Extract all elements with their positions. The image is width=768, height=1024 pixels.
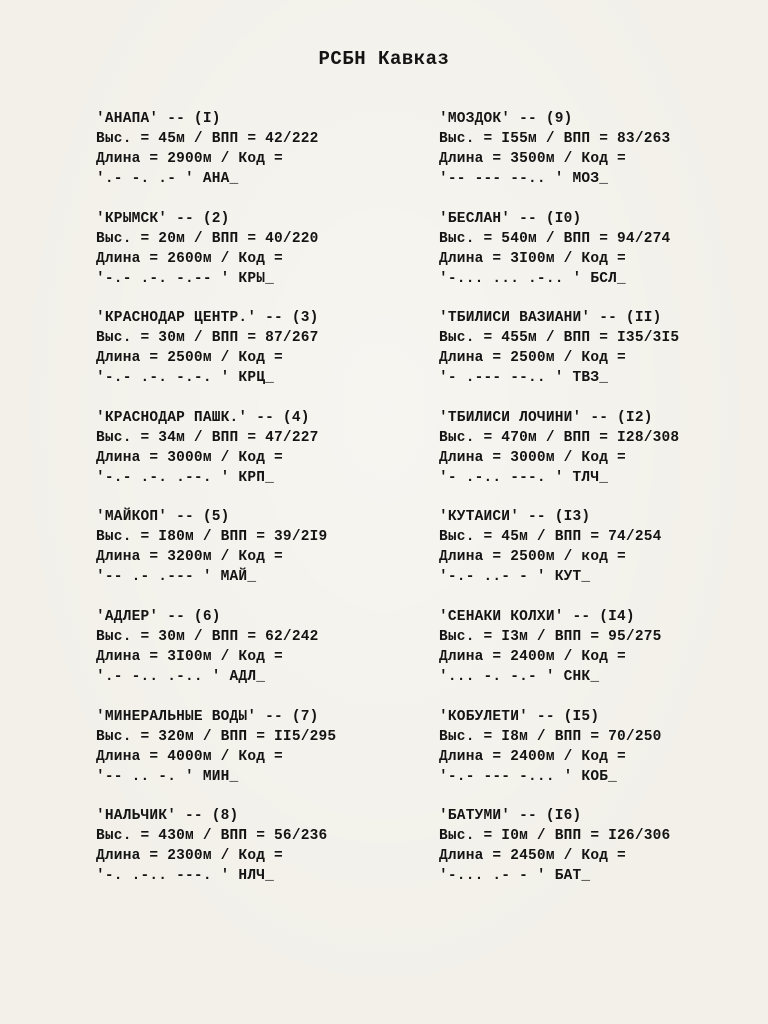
station-entry: [96, 209, 426, 309]
station-altitude-runway: Выс. = 30м / ВПП = 62/242: [96, 628, 319, 645]
station-altitude-runway: Выс. = 320м / ВПП = II5/295: [96, 728, 337, 745]
station-length-code: Длина = 3000м / Код =: [439, 449, 626, 466]
station-length-code: Длина = 2400м / Код =: [439, 748, 626, 765]
station-header: 'БАТУМИ' -- (I6): [439, 808, 582, 825]
station-morse: '-.- .-. .--. ' КРП_: [96, 469, 275, 486]
station-length-code: Длина = 2600м / Код =: [96, 250, 283, 267]
station-altitude-runway: Выс. = I55м / ВПП = 83/263: [439, 131, 671, 147]
station-header: 'АНАПА' -- (I): [96, 111, 221, 127]
station-entry: [96, 408, 426, 508]
station-altitude-runway: Выс. = 540м / ВПП = 94/274: [439, 230, 671, 247]
station-entry: [439, 806, 768, 906]
station-morse: '- .-.. ---. ' ТЛЧ_: [439, 469, 609, 486]
station-morse: '-- .- .--- ' МАЙ_: [96, 569, 257, 586]
station-morse: '-. .-.. ---. ' НЛЧ_: [96, 868, 275, 885]
station-length-code: Длина = 2450м / Код =: [439, 848, 626, 865]
station-morse: '-... ... .-.. ' БСЛ_: [439, 270, 626, 287]
station-length-code: Длина = 2500м / код =: [439, 549, 626, 566]
station-entry: [96, 308, 426, 408]
station-altitude-runway: Выс. = 455м / ВПП = I35/3I5: [439, 330, 680, 347]
station-entry: [96, 507, 426, 607]
station-entry: [96, 806, 426, 906]
station-entry: [96, 707, 426, 807]
station-length-code: Длина = 3I00м / Код =: [439, 250, 626, 267]
station-altitude-runway: Выс. = 34м / ВПП = 47/227: [96, 429, 319, 446]
station-entry: [96, 109, 426, 209]
station-morse: '.- -.. .-.. ' АДЛ_: [96, 668, 266, 685]
station-altitude-runway: Выс. = 30м / ВПП = 87/267: [96, 330, 319, 347]
station-header: 'МОЗДОК' -- (9): [439, 111, 573, 127]
station-header: 'КУТАИСИ' -- (I3): [439, 509, 591, 526]
station-length-code: Длина = 3200м / Код =: [96, 549, 283, 566]
station-entry: [439, 109, 768, 209]
station-morse: '-... .- - ' БАТ_: [439, 868, 591, 885]
station-header: 'ТБИЛИСИ ВАЗИАНИ' -- (II): [439, 310, 662, 327]
station-header: 'НАЛЬЧИК' -- (8): [96, 808, 239, 825]
station-entry: [439, 707, 768, 807]
station-header: 'КРАСНОДАР ЦЕНТР.' -- (3): [96, 310, 319, 327]
station-length-code: Длина = 2500м / Код =: [96, 350, 283, 367]
station-length-code: Длина = 3I00м / Код =: [96, 648, 283, 665]
station-header: 'КРЫМСК' -- (2): [96, 210, 230, 227]
station-entry: [439, 507, 768, 607]
station-header: 'КРАСНОДАР ПАШК.' -- (4): [96, 409, 310, 426]
station-length-code: Длина = 3500м / Код =: [439, 151, 626, 167]
station-morse: '-.- --- -... ' КОБ_: [439, 768, 618, 785]
station-morse: '... -. -.- ' СНК_: [439, 668, 600, 685]
station-altitude-runway: Выс. = 20м / ВПП = 40/220: [96, 230, 319, 247]
station-entry: [96, 607, 426, 707]
station-length-code: Длина = 2400м / Код =: [439, 648, 626, 665]
station-altitude-runway: Выс. = I3м / ВПП = 95/275: [439, 628, 662, 645]
station-altitude-runway: Выс. = 470м / ВПП = I28/308: [439, 429, 680, 446]
station-entry: [439, 209, 768, 309]
station-header: 'КОБУЛЕТИ' -- (I5): [439, 708, 600, 725]
station-entry: [439, 308, 768, 408]
station-length-code: Длина = 4000м / Код =: [96, 748, 283, 765]
page-title: РСБН Кавказ: [318, 48, 450, 70]
station-morse: '-- --- --.. ' МОЗ_: [439, 171, 609, 187]
station-header: 'БЕСЛАН' -- (I0): [439, 210, 582, 227]
station-length-code: Длина = 2900м / Код =: [96, 151, 283, 167]
station-entry: [439, 607, 768, 707]
station-altitude-runway: Выс. = I8м / ВПП = 70/250: [439, 728, 662, 745]
station-header: 'МАЙКОП' -- (5): [96, 509, 230, 526]
left-column: [96, 109, 426, 906]
station-altitude-runway: Выс. = 430м / ВПП = 56/236: [96, 828, 328, 845]
station-entry: [439, 408, 768, 508]
right-column: [439, 109, 768, 906]
station-header: 'ТБИЛИСИ ЛОЧИНИ' -- (I2): [439, 409, 653, 426]
station-morse: '-.- .-. -.-. ' КРЦ_: [96, 370, 275, 387]
station-altitude-runway: Выс. = 45м / ВПП = 74/254: [439, 529, 662, 546]
station-morse: '-- .. -. ' МИН_: [96, 768, 239, 785]
station-header: 'СЕНАКИ КОЛХИ' -- (I4): [439, 608, 635, 625]
station-altitude-runway: Выс. = I80м / ВПП = 39/2I9: [96, 529, 328, 546]
station-length-code: Длина = 2500м / Код =: [439, 350, 626, 367]
station-altitude-runway: Выс. = I0м / ВПП = I26/306: [439, 828, 671, 845]
station-morse: '-.- ..- - ' КУТ_: [439, 569, 591, 586]
station-morse: '- .--- --.. ' ТВЗ_: [439, 370, 609, 387]
station-header: 'АДЛЕР' -- (6): [96, 608, 221, 625]
station-header: 'МИНЕРАЛЬНЫЕ ВОДЫ' -- (7): [96, 708, 319, 725]
station-length-code: Длина = 2300м / Код =: [96, 848, 283, 865]
station-altitude-runway: Выс. = 45м / ВПП = 42/222: [96, 131, 319, 147]
station-length-code: Длина = 3000м / Код =: [96, 449, 283, 466]
station-morse: '-.- .-. -.-- ' КРЫ_: [96, 270, 275, 287]
station-morse: '.- -. .- ' АНА_: [96, 171, 239, 187]
